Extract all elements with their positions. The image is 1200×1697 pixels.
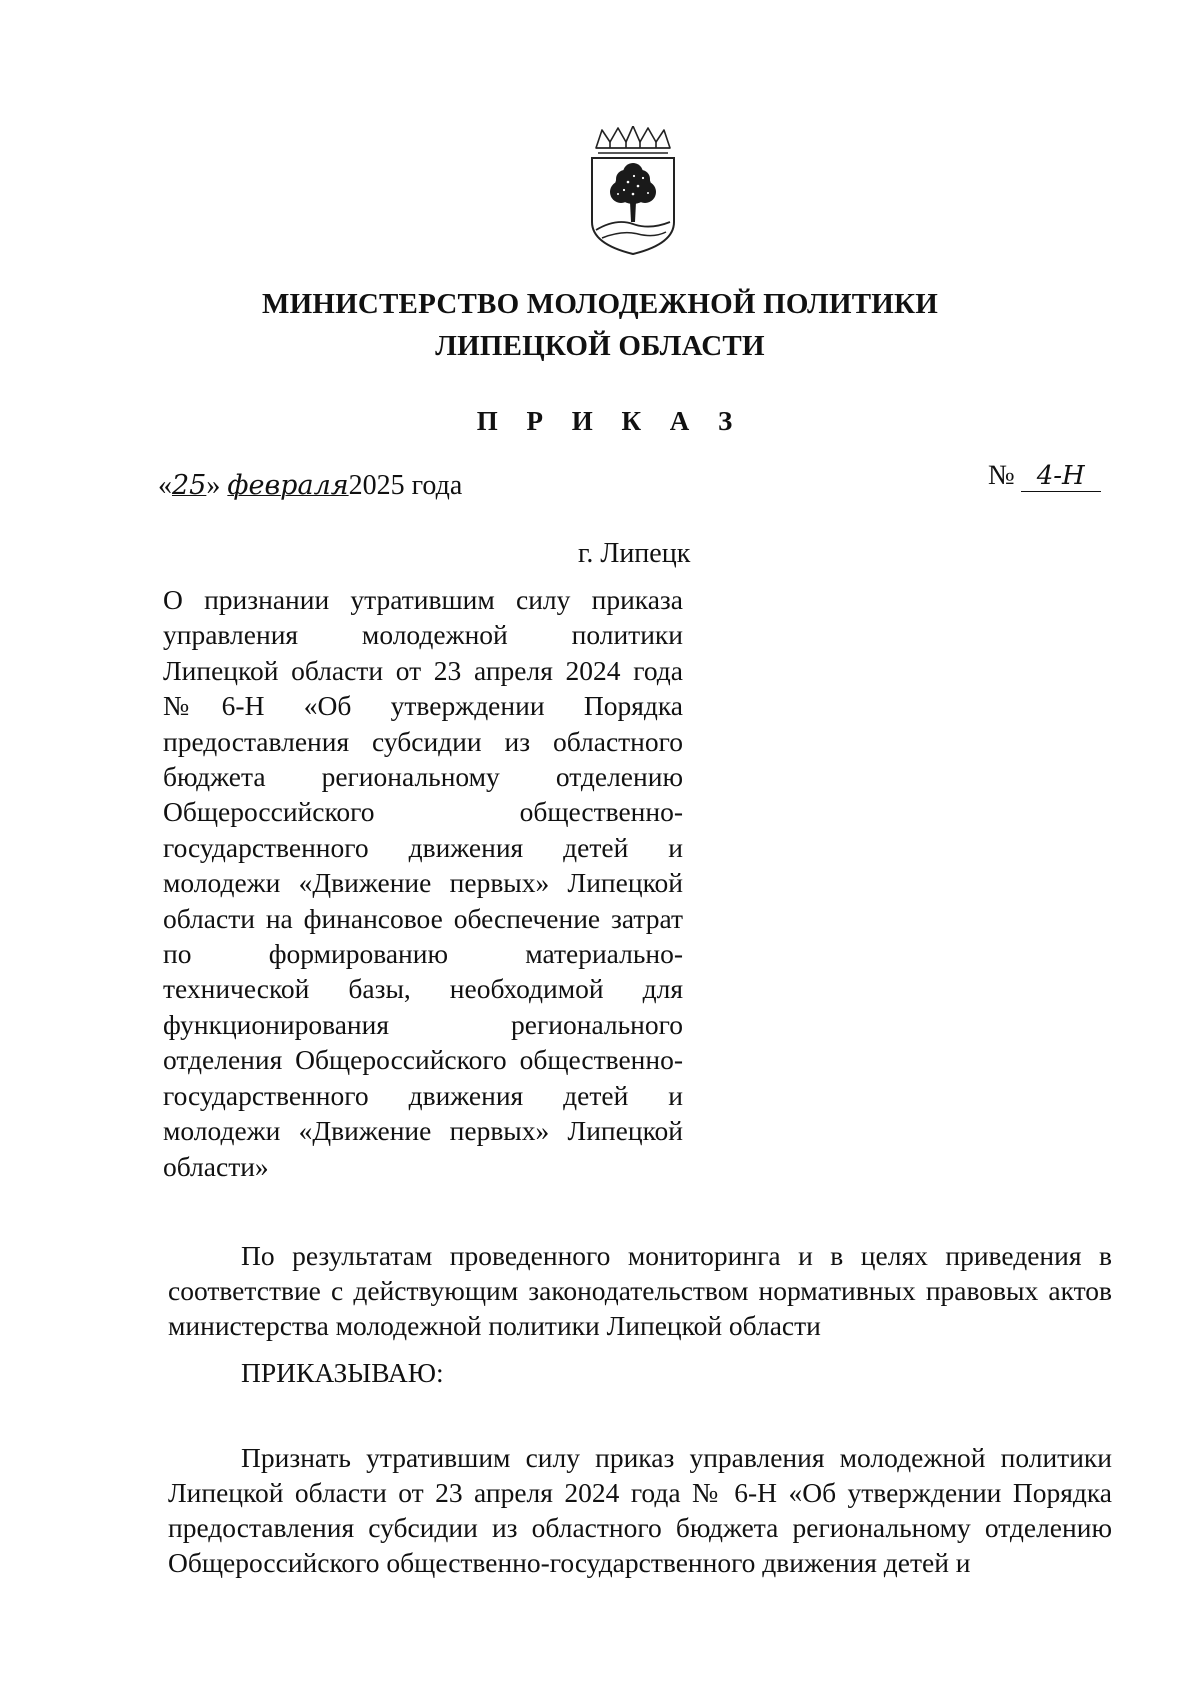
number-sign: № (988, 460, 1015, 491)
coat-of-arms-emblem (588, 126, 678, 256)
subject-text: О признании утратившим силу приказа управления молодежной политики Липецкой области от 23 апреля 2024 года №6-Н «Об утверждении Порядка предоставления субсидии из областного бюджета региональному отделению Общероссийского общественно-государственного движения детей и молодежи «Движение первых» Липецкой области на финансовое обеспечение затрат по формированию материально-технической базы, необходимой для функционирования регионального отделения Общероссийского общественно-государственного движения детей и молодежи «Движение первых» Липецкой области» (163, 584, 683, 1182)
document-body (168, 1440, 1112, 1580)
document-date (158, 470, 462, 502)
document-number (988, 460, 1101, 492)
document-preamble (168, 1238, 1112, 1343)
date-month-handwritten: февраля (227, 470, 349, 501)
order-command: ПРИКАЗЫВАЮ: (241, 1357, 444, 1388)
document-subject (163, 582, 683, 1184)
document-type-title: П Р И К А З (476, 406, 744, 436)
number-value-handwritten: 4-Н (1021, 462, 1101, 492)
document-city: г. Липецк (578, 538, 691, 569)
body-paragraph: Признать утратившим силу приказ управления молодежной политики Липецкой области от 23 апреля 2024 года № 6-Н «Об утверждении Порядка предоставления субсидии из областного бюджета региональному отделению Общероссийского общественно-государственного движения детей и (168, 1442, 1112, 1578)
date-year: 2025 года (348, 470, 463, 501)
preamble-text: По результатам проведенного мониторинга и в целях приведения в соответствие с действующим законодательством нормативных правовых актов министерства молодежной политики Липецкой области (168, 1240, 1112, 1341)
date-day-handwritten: 25 (172, 470, 207, 501)
ministry-name-line2: ЛИПЕЦКОЙ ОБЛАСТИ (435, 330, 765, 362)
date-open-quote: « (158, 470, 172, 501)
ministry-name-line1: МИНИСТЕРСТВО МОЛОДЕЖНОЙ ПОЛИТИКИ (262, 288, 938, 320)
date-close-quote: » (206, 470, 221, 501)
